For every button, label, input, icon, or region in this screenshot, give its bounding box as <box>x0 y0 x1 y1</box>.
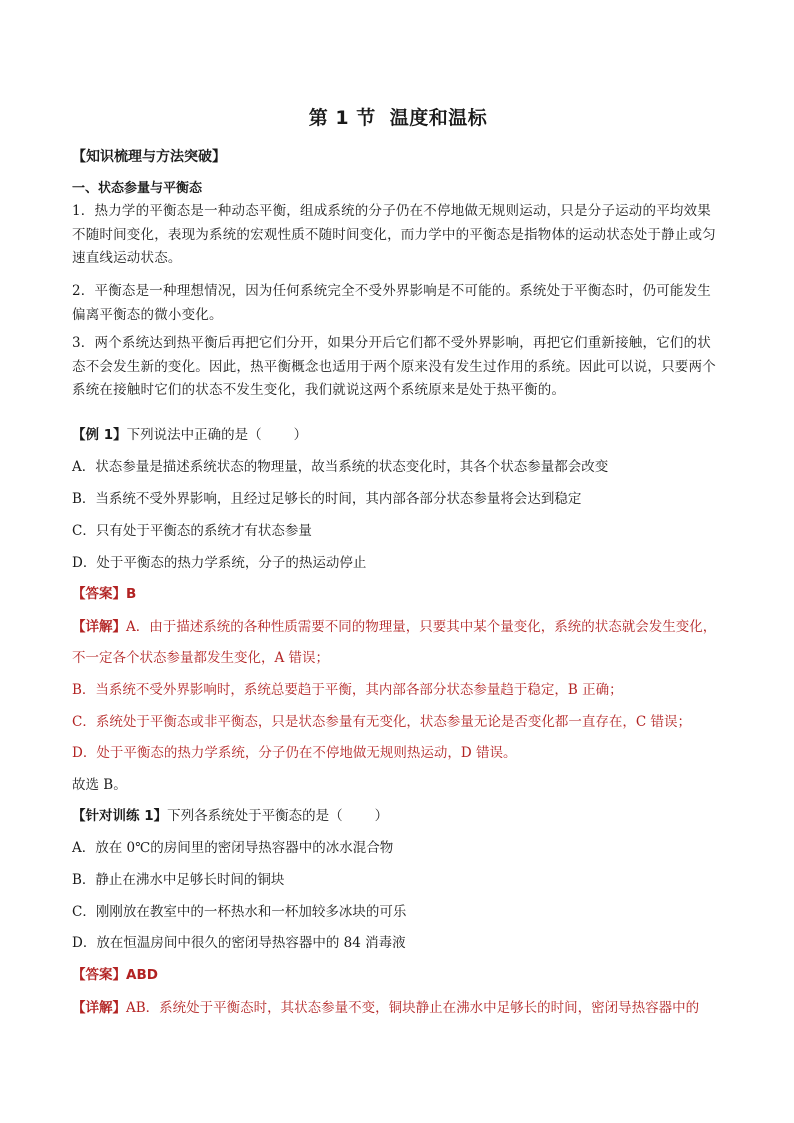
title-section-number: 第 1 节 <box>308 107 376 129</box>
answer-value: B <box>126 586 137 602</box>
training-1-answer <box>72 965 158 985</box>
training-1-option-c: C．刚刚放在教室中的一杯热水和一杯加较多冰块的可乐 <box>72 904 407 920</box>
training-1-option-a: A．放在 0℃的房间里的密闭导热容器中的冰水混合物 <box>72 840 394 856</box>
example-1-question <box>72 425 307 445</box>
example-1-answer <box>72 584 136 604</box>
example-1-detail-line-4: C．系统处于平衡态或非平衡态，只是状态参量有无变化，状态参量无论是否变化都一直存在，C 错误； <box>72 714 691 730</box>
answer-label: 【答案】 <box>72 586 126 602</box>
example-1-conclusion: 故选 B。 <box>72 777 127 793</box>
example-1-option-c: C．只有处于平衡态的系统才有状态参量 <box>72 523 312 539</box>
example-1-option-b: B．当系统不受外界影响，且经过足够长的时间，其内部各部分状态参量将会达到稳定 <box>72 491 582 507</box>
section-heading: 【知识梳理与方法突破】 <box>72 149 226 165</box>
example-1-question-end: ） <box>293 427 308 443</box>
example-1-question-text: 下列说法中正确的是（ <box>126 427 262 443</box>
training-1-question <box>72 806 388 826</box>
subsection-heading: 一、状态参量与平衡态 <box>72 181 203 196</box>
example-1-detail-line-3: B．当系统不受外界影响时，系统总要趋于平衡，其内部各部分状态参量趋于稳定，B 正确； <box>72 682 623 698</box>
training-1-label: 【针对训练 1】 <box>72 808 168 824</box>
detail-label: 【详解】 <box>72 1000 126 1016</box>
training-1-option-d: D．放在恒温房间中很久的密闭导热容器中的 84 消毒液 <box>72 935 406 951</box>
knowledge-point-1: 1．热力学的平衡态是一种动态平衡，组成系统的分子仍在不停地做无规则运动，只是分子运动的平均效果不随时间变化，表现为系统的宏观性质不随时间变化，而力学中的平衡态是指物体的运动状态处于静止或匀速直线运动状态。 <box>72 203 716 266</box>
example-1-detail-line-2: 不一定各个状态参量都发生变化，A 错误； <box>72 650 330 666</box>
knowledge-point-3: 3．两个系统达到热平衡后再把它们分开，如果分开后它们都不受外界影响，再把它们重新接触，它们的状态不会发生新的变化。因此，热平衡概念也适用于两个原来没有发生过作用的系统。因此可以说，只要两个系统在接触时它们的状态不发生变化，我们就说这两个系统原来是处于热平衡的。 <box>72 335 716 398</box>
detail-text: AB．系统处于平衡态时，其状态参量不变，铜块静止在沸水中足够长的时间，密闭导热容器中的 <box>126 1000 700 1016</box>
example-1-detail-line-5: D．处于平衡态的热力学系统，分子仍在不停地做无规则热运动，D 错误。 <box>72 745 517 761</box>
answer-value: ABD <box>126 967 158 983</box>
detail-label: 【详解】 <box>72 619 126 635</box>
training-1-detail-line-1 <box>72 998 699 1018</box>
training-1-question-text: 下列各系统处于平衡态的是（ <box>167 808 343 824</box>
example-1-detail-line-1 <box>72 617 716 637</box>
page-title <box>72 103 724 130</box>
detail-text: A．由于描述系统的各种性质需要不同的物理量，只要其中某个量变化，系统的状态就会发生变化， <box>126 619 717 635</box>
example-1-label: 【例 1】 <box>72 427 127 443</box>
training-1-question-end: ） <box>374 808 389 824</box>
example-1-option-a: A．状态参量是描述系统状态的物理量，故当系统的状态变化时，其各个状态参量都会改变 <box>72 459 609 475</box>
title-text: 温度和温标 <box>389 107 488 129</box>
training-1-option-b: B．静止在沸水中足够长时间的铜块 <box>72 872 285 888</box>
example-1-option-d: D．处于平衡态的热力学系统，分子的热运动停止 <box>72 555 367 571</box>
answer-label: 【答案】 <box>72 967 126 983</box>
knowledge-point-2: 2．平衡态是一种理想情况，因为任何系统完全不受外界影响是不可能的。系统处于平衡态时，仍可能发生偏离平衡态的微小变化。 <box>72 283 711 323</box>
